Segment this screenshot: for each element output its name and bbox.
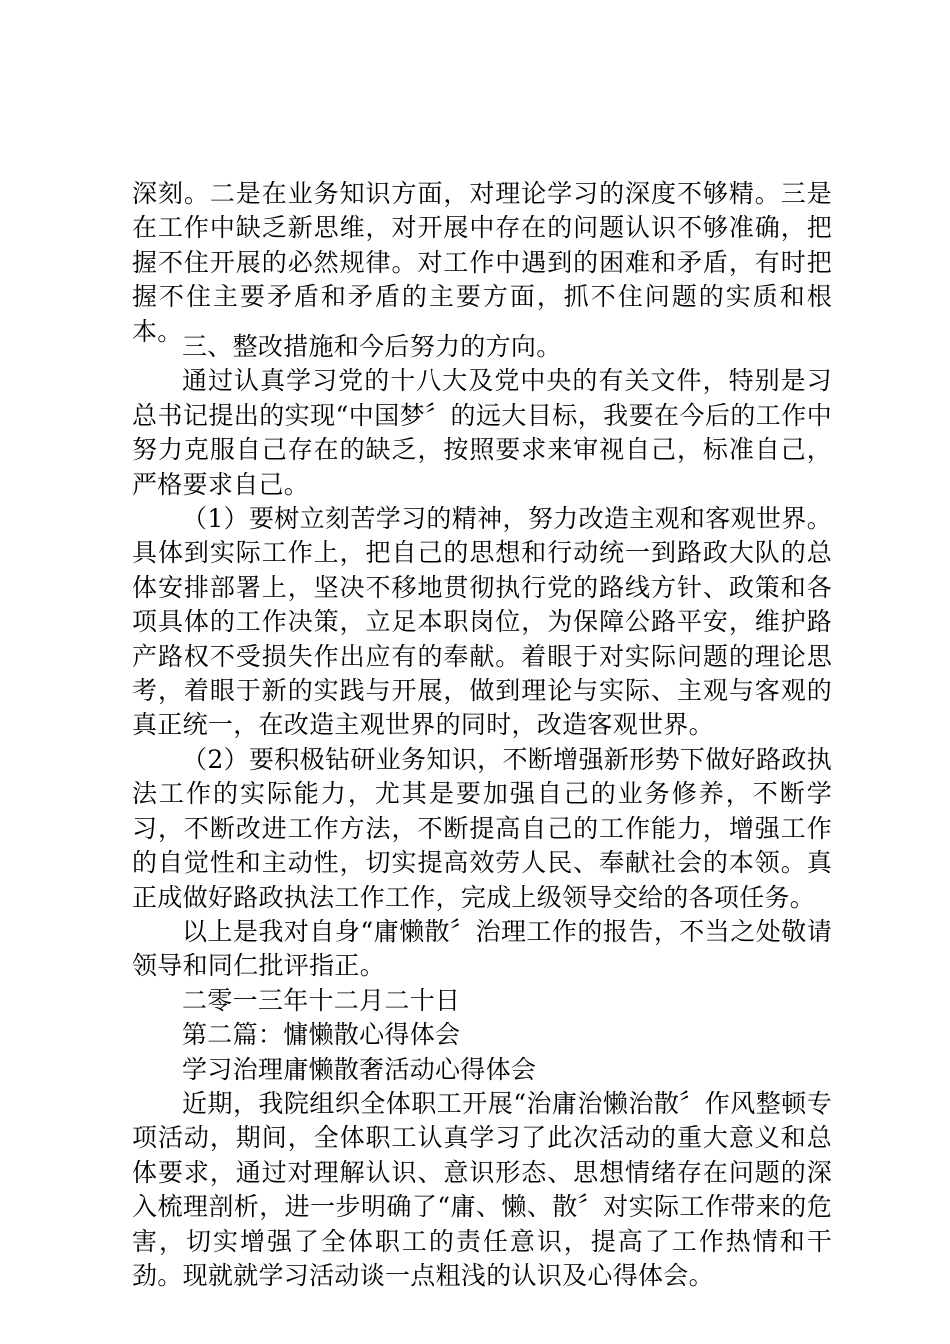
text-block-top [132, 177, 832, 349]
paragraph: 通过认真学习党的十八大及党中央的有关文件，特别是习总书记提出的实现“中国梦〞的远大目标，我要在今后的工作中努力克服自己存在的缺乏，按照要求来审视自己，标准自己，严格要求自己。 [132, 366, 832, 499]
section-heading: 三、整改措施和今后努力的方向。 [182, 332, 562, 361]
paragraph: （2）要积极钻研业务知识，不断增强新形势下做好路政执法工作的实际能力，尤其是要加强自己的业务修养，不断学习，不断改进工作方法，不断提高自己的工作能力，增强工作的自觉性和主动性，切实提高效劳人民、奉献社会的本领。真正成做好路政执法工作工作，完成上级领导交给的各项任务。 [132, 744, 832, 912]
paragraph: 深刻。二是在业务知识方面，对理论学习的深度不够精。三是在工作中缺乏新思维，对开展中存在的问题认识不够准确，把握不住开展的必然规律。对工作中遇到的困难和矛盾，有时把握不住主要矛盾和矛盾的主要方面，抓不住问题的实质和根本。 [132, 179, 832, 346]
article-title: 学习治理庸懒散奢活动心得体会 [182, 1054, 537, 1084]
paragraph: 以上是我对自身“庸懒散〞治理工作的报告，不当之处敬请领导和同仁批评指正。 [132, 916, 832, 981]
chapter-title: 第二篇：慵懒散心得体会 [182, 1020, 461, 1050]
date-line: 二零一三年十二月二十日 [182, 985, 461, 1015]
text-block-main [132, 330, 832, 1293]
paragraph: （1）要树立刻苦学习的精神，努力改造主观和客观世界。具体到实际工作上，把自己的思想和行动统一到路政大队的总体安排部署上，坚决不移地贯彻执行党的路线方针、政策和各项具体的工作决策，立足本职岗位，为保障公路平安，维护路产路权不受损失作出应有的奉献。着眼于对实际问题的理论思考，着眼于新的实践与开展，做到理论与实际、主观与客观的真正统一，在改造主观世界的同时，改造客观世界。 [132, 504, 832, 740]
paragraph: 近期，我院组织全体职工开展“治庸治懒治散〞作风整顿专项活动，期间，全体职工认真学习了此次活动的重大意义和总体要求，通过对理解认识、意识形态、思想情绪存在问题的深入梳理剖析，进一步明确了“庸、懒、散〞对实际工作带来的危害，切实增强了全体职工的责任意识，提高了工作热情和干劲。现就就学习活动谈一点粗浅的认识及心得体会。 [132, 1088, 832, 1290]
